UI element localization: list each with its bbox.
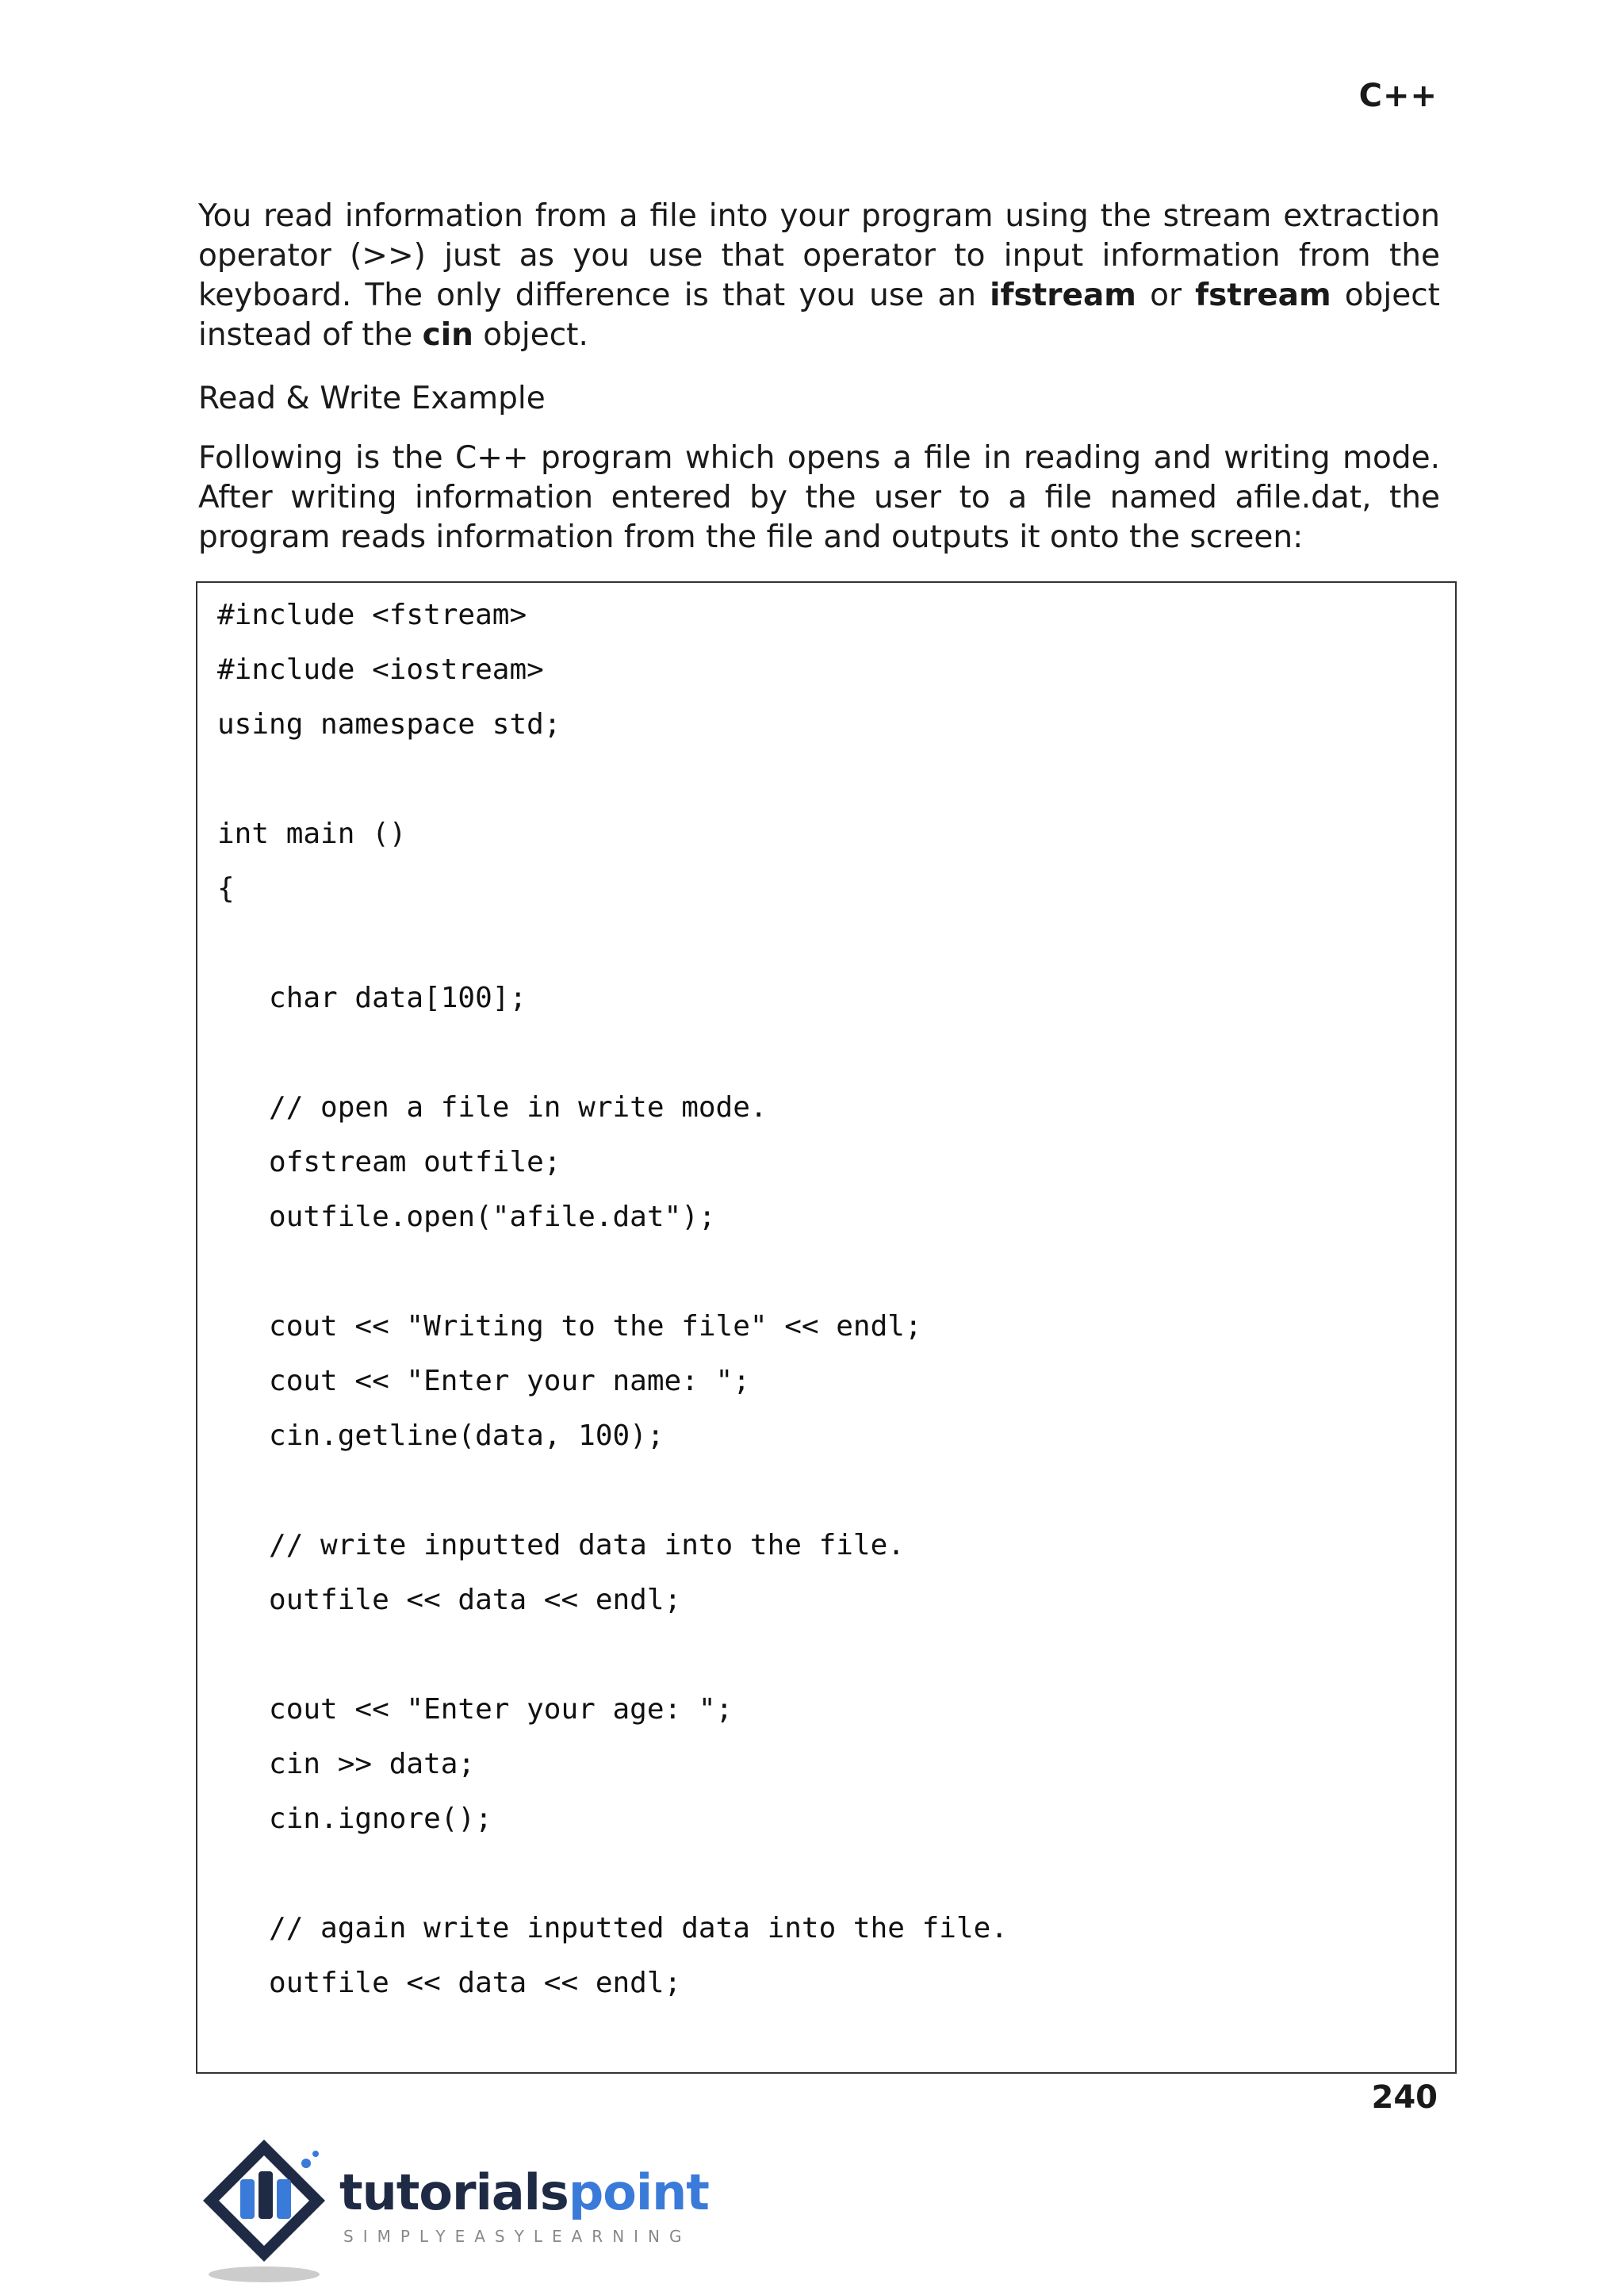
description-paragraph xyxy=(198,439,1440,557)
code-line: cin.ignore(); xyxy=(217,1803,492,1835)
code-line: { xyxy=(217,872,235,905)
code-line: int main () xyxy=(217,818,407,850)
logo-diamond-icon xyxy=(197,2133,347,2284)
keyword-cin: cin xyxy=(422,317,473,353)
intro-line-4 xyxy=(198,316,1440,355)
code-line: #include <iostream> xyxy=(217,653,544,686)
intro-line-3-text: keyboard. The only difference is that you use an xyxy=(198,278,976,313)
code-line: cin >> data; xyxy=(217,1748,476,1780)
tutorialspoint-logo xyxy=(197,2133,709,2284)
page-number: 240 xyxy=(1371,2079,1438,2116)
intro-paragraph xyxy=(198,197,1440,355)
intro-line-3-end: object xyxy=(1344,278,1440,313)
keyword-fstream: fstream xyxy=(1195,278,1331,313)
intro-line-2: operator (>>) just as you use that operator to input information from the xyxy=(198,238,1440,274)
code-line: outfile << data << endl; xyxy=(217,1584,682,1616)
code-line: #include <fstream> xyxy=(217,599,527,631)
code-line: cin.getline(data, 100); xyxy=(217,1420,665,1452)
intro-line-3-or: or xyxy=(1150,278,1182,313)
description-line-1: Following is the C++ program which opens a file in reading and writing mode. xyxy=(198,440,1440,476)
description-line-3: program reads information from the file and outputs it onto the screen: xyxy=(198,519,1304,555)
code-line: outfile.open("afile.dat"); xyxy=(217,1201,716,1233)
logo-brand-point: point xyxy=(568,2163,709,2221)
code-line: ofstream outfile; xyxy=(217,1146,561,1178)
logo-wordmark xyxy=(339,2163,709,2221)
section-subheading: Read & Write Example xyxy=(198,381,546,416)
code-line: cout << "Enter your name: "; xyxy=(217,1365,750,1397)
code-line: // write inputted data into the file. xyxy=(217,1529,905,1561)
code-line: // again write inputted data into the file. xyxy=(217,1912,1008,1944)
logo-tagline: SIMPLYEASYLEARNING xyxy=(343,2227,691,2246)
intro-line-4-text: instead of the xyxy=(198,317,413,353)
intro-line-4-end: object. xyxy=(483,317,588,353)
code-line: outfile << data << endl; xyxy=(217,1967,682,1999)
keyword-ifstream: ifstream xyxy=(990,278,1136,313)
code-block xyxy=(196,581,1457,2074)
logo-brand-tutorials: tutorials xyxy=(339,2163,569,2221)
code-line: char data[100]; xyxy=(217,982,527,1014)
code-line: // open a file in write mode. xyxy=(217,1091,768,1124)
code-line: using namespace std; xyxy=(217,708,561,741)
code-line: cout << "Writing to the file" << endl; xyxy=(217,1310,922,1343)
intro-line-3 xyxy=(198,276,1440,316)
header-title: C++ xyxy=(1358,78,1438,114)
code-line: cout << "Enter your age: "; xyxy=(217,1693,733,1726)
description-line-2: After writing information entered by the user to a file named afile.dat, the xyxy=(198,480,1440,515)
intro-line-1: You read information from a file into your program using the stream extraction xyxy=(198,198,1440,234)
